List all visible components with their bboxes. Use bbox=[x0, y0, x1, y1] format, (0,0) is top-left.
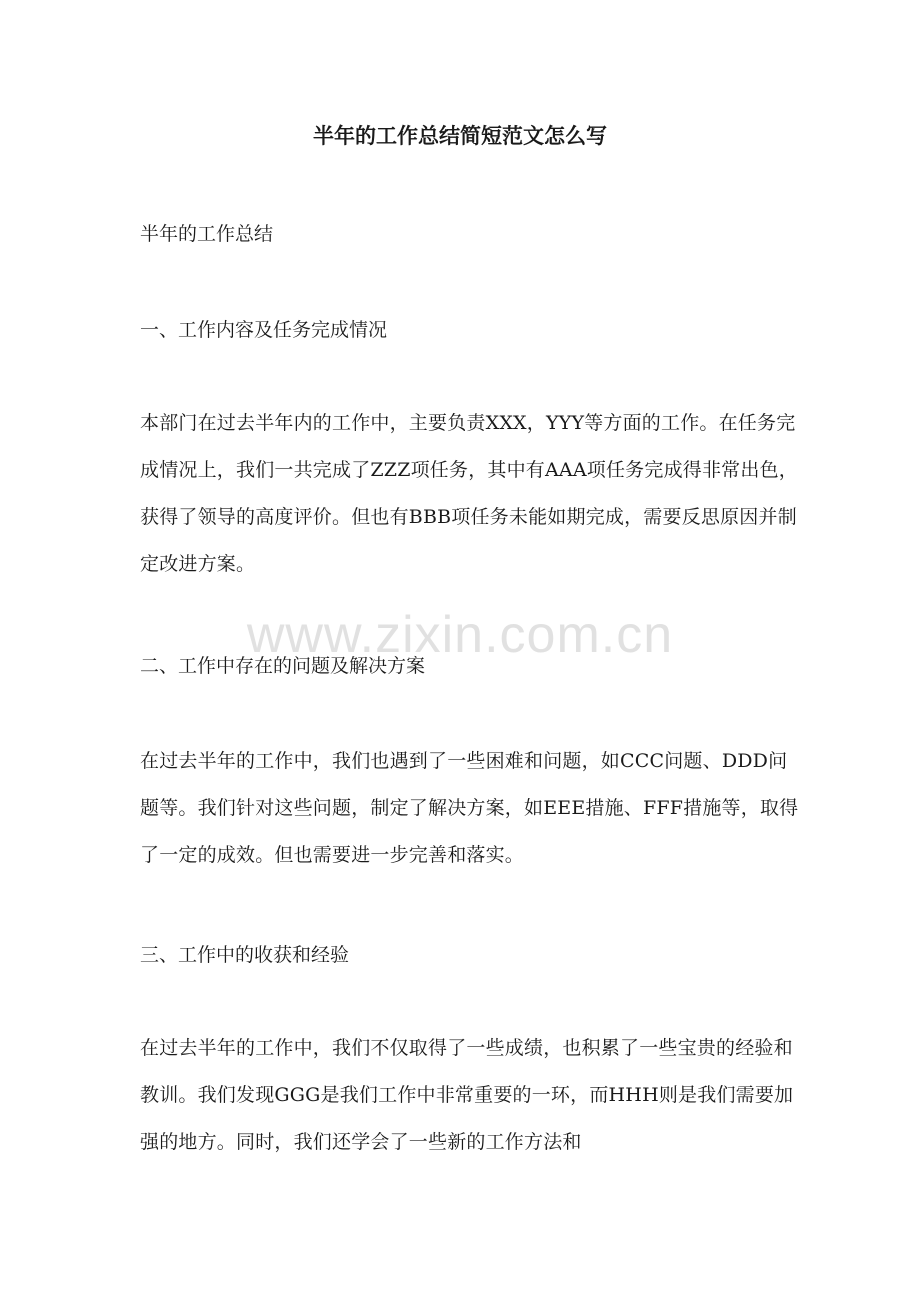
document-subtitle: 半年的工作总结 bbox=[140, 223, 274, 245]
section-1-heading: 一、工作内容及任务完成情况 bbox=[140, 319, 388, 341]
watermark-text: www.zixin.com.cn bbox=[246, 606, 674, 664]
section-2-heading: 二、工作中存在的问题及解决方案 bbox=[140, 655, 426, 677]
section-3-heading: 三、工作中的收获和经验 bbox=[140, 944, 350, 966]
document-title: 半年的工作总结简短范文怎么写 bbox=[313, 123, 607, 148]
section-2-body: 在过去半年的工作中，我们也遇到了一些困难和问题，如CCC问题、DDD问题等。我们针对这些问题，制定了解决方案，如EEE措施、FFF措施等，取得了一定的成效。但也需要进一步完善和落实。 bbox=[140, 750, 799, 866]
section-3-body: 在过去半年的工作中，我们不仅取得了一些成绩，也积累了一些宝贵的经验和教训。我们发现GGG是我们工作中非常重要的一环，而HHH则是我们需要加强的地方。同时，我们还学会了一些新的工作方法和 bbox=[140, 1037, 794, 1153]
section-1-body: 本部门在过去半年内的工作中，主要负责XXX，YYY等方面的工作。在任务完成情况上，我们一共完成了ZZZ项任务，其中有AAA项任务完成得非常出色，获得了领导的高度评价。但也有BBB项任务未能如期完成，需要反思原因并制定改进方案。 bbox=[140, 412, 798, 575]
